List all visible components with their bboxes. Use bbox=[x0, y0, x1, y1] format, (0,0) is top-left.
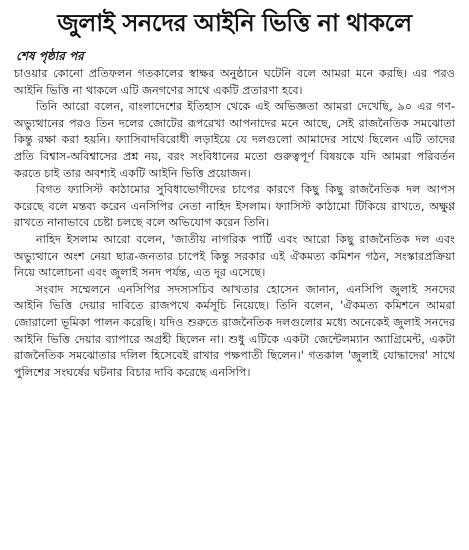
article-body bbox=[14, 66, 455, 381]
paragraph-4: নাহিদ ইসলাম আরো বলেন, 'জাতীয় নাগরিক পার্টি এবং আরো কিছু রাজনৈতিক দল এবং অভ্যুত্থানে অংশ নেয়া ছাত্র-জনতার চাপেই কিন্তু সরকার এই ঐকমত্য কমিশন গঠন, সংস্কারপ্রক্রিয়া নিয়ে আলোচনা এবং জুলাই সনদ পর্যন্ত, এত দূর এসেছে। bbox=[14, 232, 455, 280]
continuation-label: শেষ পৃষ্ঠার পর bbox=[16, 49, 84, 63]
paragraph-2: তিনি আরো বলেন, বাংলাদেশের ইতিহাস থেকে এই অভিজ্ঞতা আমরা দেখেছি, ৯০ এর গণ-অভ্যুত্থানের পরও তিন দলের জোটের রূপরেখা আপনাদের মনে আছে, সেই রাজনৈতিক সমঝোতা কিন্তু রক্ষা করা হয়নি। ফ্যাসিবাদবিরোধী লড়াইয়ে যে দলগুলো আমাদের সাথে ছিলেন এটি তাদের প্রতি বিশ্বাস-অবিশ্বাসের প্রশ্ন নয়, বরং সংবিধানের মতো গুরুত্বপূর্ণ বিষয়কে যদি আমরা পরিবর্তন করতে চাই তার অবশ্যই একটি আইনি ভিত্তি প্রয়োজন। bbox=[14, 100, 455, 180]
headline: জুলাই সনদের আইনি ভিত্তি না থাকলে bbox=[57, 9, 412, 37]
paragraph-1: চাওয়ার কোনো প্রতিফলন গতকালের স্বাক্ষর অনুষ্ঠানে ঘটেনি বলে আমরা মনে করছি। এর পরও আইনি ভিত্তি না থাকলে এটি জনগণের সাথে একটি প্রতারণা হবে। bbox=[14, 67, 455, 97]
paragraph-5: সংবাদ সম্মেলনে এনসিপির সদস্যসচিব আখতার হোসেন জানান, এনসিপি জুলাই সনদের আইনি ভিত্তি দেয়ার দাবিতে রাজপথে কর্মসূচি নিয়েছে। তিনি বলেন, 'ঐকমত্য কমিশনে আমরা জোরালো ভূমিকা পালন করেছি। যদিও শুরুতে রাজনৈতিক দলগুলোর মধ্যে অনেকেই জুলাই সনদের আইনি ভিত্তি দেয়ার ব্যাপারে অগ্রহী ছিলেন না। শুধু এটিকে একটা জেন্টেলম্যান অ্যাগ্রিমেন্ট, একটা রাজনৈতিক সমঝোতার দলিল হিসেবেই রাখার পক্ষপাতী ছিলেন।' গতকাল 'জুলাই যোদ্ধাদের' সাথে পুলিশের সংঘর্ষের ঘটনার বিচার দাবি করেছে এনসিপি। bbox=[14, 282, 455, 379]
paragraph-3: বিগত ফ্যাসিস্ট কাঠামোর সুবিধাভোগীদের চাপের কারণে কিছু কিছু রাজনৈতিক দল আপস করেছে বলে মন্তব্য করেন এনসিপির নেতা নাহিদ ইসলাম। ফ্যাসিস্ট কাঠামো টিকিয়ে রাখতে, অক্ষুণ্ণ রাখতে নানাভাবে চেষ্টা চলছে বলে অভিযোগ করেন তিনি। bbox=[14, 183, 455, 230]
